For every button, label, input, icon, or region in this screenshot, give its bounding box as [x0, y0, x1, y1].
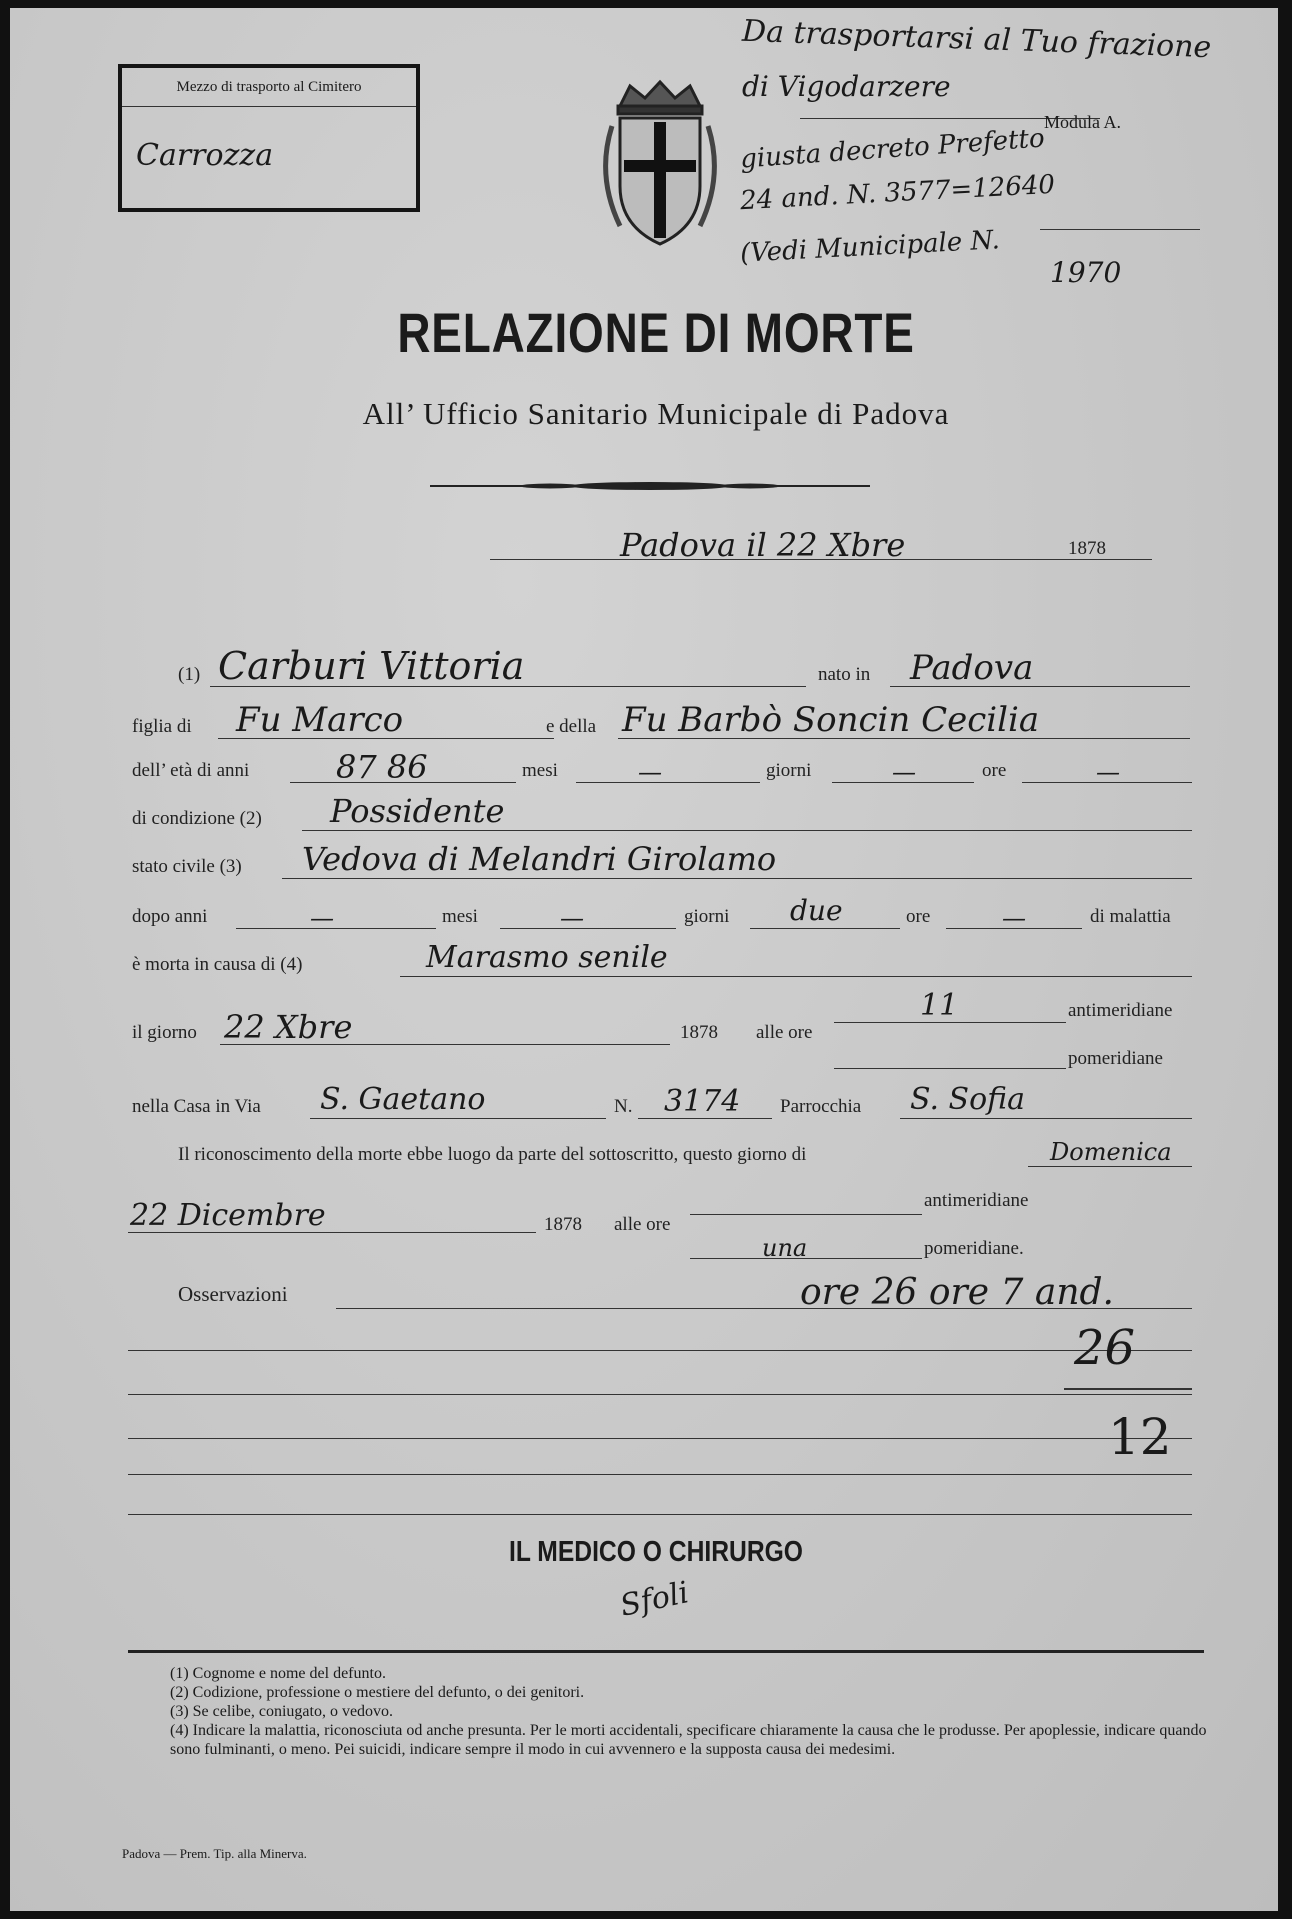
- born-place: Padova: [910, 648, 1034, 688]
- recognition-pm-label: pomeridiane.: [924, 1238, 1024, 1259]
- marginal-note-line: (Vedi Municipale N.: [739, 225, 1001, 269]
- civil-state-line: [282, 878, 1192, 879]
- savoy-crest-icon: [590, 76, 730, 256]
- death-year: 1878: [680, 1022, 718, 1043]
- ornament-divider: [430, 478, 870, 494]
- pm-label: pomeridiane: [1068, 1048, 1163, 1069]
- observations-num1: 26: [1074, 1320, 1136, 1376]
- illness-tail: di malattia: [1090, 906, 1171, 927]
- illness-hours: —: [1002, 904, 1026, 932]
- footnote-item: (3) Se celibe, coniugato, o vedovo.: [170, 1703, 394, 1720]
- signer-title: IL MEDICO O CHIRURGO: [509, 1536, 803, 1568]
- footnote-item: (4) Indicare la malattia, riconosciuta od anche presunta. Per le morti accidentali, specificare chiaramente la causa che le produsse. Per apoplessie, indicare quando sono fulminanti, o meno. Pei suicidi, indicare sempre il modo in cui avvennero e la supposta causa dei medesimi.: [170, 1722, 1207, 1758]
- note-underline: [1040, 229, 1200, 230]
- footnotes: [170, 1664, 1210, 1759]
- marginal-note-line: 1970: [1050, 256, 1122, 289]
- via-line: [310, 1118, 606, 1119]
- recognition-am-line: [690, 1214, 922, 1215]
- illness-months: —: [560, 904, 584, 932]
- footnote-marker: (1): [178, 664, 201, 685]
- place-date-year: 1878: [1068, 538, 1106, 559]
- hours-label: ore: [982, 760, 1007, 781]
- figlio-label: figlia di: [132, 716, 192, 737]
- recognition-hours-label: alle ore: [614, 1214, 671, 1235]
- via-value: S. Gaetano: [320, 1082, 486, 1117]
- recognition-date: 22 Dicembre: [130, 1198, 326, 1233]
- recognition-am-label: antimeridiane: [924, 1190, 1029, 1211]
- footnote-item: (1) Cognome e nome del defunto.: [170, 1665, 386, 1682]
- number-label: N.: [614, 1096, 633, 1117]
- recognition-sentence: Il riconoscimento della morte ebbe luogo da parte del sottoscritto, questo giorno di: [178, 1144, 807, 1165]
- parish-label: Parrocchia: [780, 1096, 862, 1117]
- recognition-year: 1878: [544, 1214, 582, 1235]
- observations-line: [128, 1394, 1192, 1395]
- via-label: nella Casa in Via: [132, 1096, 261, 1117]
- illness-years: —: [310, 904, 334, 932]
- condition-line: [302, 830, 1192, 831]
- marginal-note-line: 24 and. N. 3577=12640: [739, 169, 1056, 217]
- cause-line: [400, 976, 1192, 977]
- cause-label: è morta in causa di (4): [132, 954, 303, 975]
- printer-imprint: Padova — Prem. Tip. alla Minerva.: [122, 1846, 307, 1861]
- illness-years-line: [236, 928, 436, 929]
- illness-label: dopo anni: [132, 906, 208, 927]
- deceased-name: Carburi Vittoria: [218, 644, 525, 688]
- illness-days-label: giorni: [684, 906, 730, 927]
- parish-line: [900, 1118, 1192, 1119]
- am-label: antimeridiane: [1068, 1000, 1173, 1021]
- transport-box-value: Carrozza: [136, 138, 274, 173]
- document-page: [10, 8, 1278, 1911]
- observations-line: [128, 1438, 1192, 1439]
- transport-box: [118, 64, 420, 212]
- months-line: [576, 782, 760, 783]
- civil-state-label: stato civile (3): [132, 856, 242, 877]
- death-pm-line: [834, 1068, 1066, 1069]
- footer-rule: [128, 1650, 1204, 1653]
- recognition-weekday: Domenica: [1050, 1138, 1172, 1166]
- age-days: —: [892, 758, 916, 786]
- illness-days-line: [750, 928, 900, 929]
- observations-line: [128, 1474, 1192, 1475]
- observations-line: [128, 1514, 1192, 1515]
- observations-line: [128, 1350, 1192, 1351]
- father-name: Fu Marco: [236, 700, 404, 740]
- death-hours-label: alle ore: [756, 1022, 813, 1043]
- days-label: giorni: [766, 760, 812, 781]
- marginal-note-line: giusta decreto Prefetto: [739, 123, 1046, 175]
- illness-months-line: [500, 928, 676, 929]
- mother-label: e della: [546, 716, 597, 737]
- parish-value: S. Sofia: [910, 1082, 1026, 1117]
- marginal-note-line: Da trasportarsi al Tuo frazione: [741, 13, 1212, 66]
- illness-hours-label: ore: [906, 906, 931, 927]
- mother-name: Fu Barbò Soncin Cecilia: [622, 700, 1040, 740]
- cause-value: Marasmo senile: [426, 940, 668, 975]
- observations-num2: 12: [1108, 1408, 1172, 1466]
- signature: Sfoli: [617, 1575, 692, 1624]
- observations-line1: ore 26 ore 7 and.: [800, 1272, 1114, 1313]
- page-title: RELAZIONE DI MORTE: [397, 301, 915, 364]
- civil-state-value: Vedova di Melandri Girolamo: [302, 840, 777, 878]
- sum-rule: [1064, 1388, 1192, 1390]
- age-hours: —: [1096, 758, 1120, 786]
- place-date-value: Padova il 22 Xbre: [620, 526, 906, 564]
- death-day-label: il giorno: [132, 1022, 197, 1043]
- condition-value: Possidente: [330, 792, 505, 830]
- marginal-note-line: di Vigodarzere: [742, 70, 951, 103]
- weekday-line: [1028, 1166, 1192, 1167]
- recognition-hour-pm: una: [762, 1234, 808, 1262]
- observations-label: Osservazioni: [178, 1282, 288, 1306]
- house-number: 3174: [664, 1084, 741, 1119]
- modula-label: Modula A.: [1044, 112, 1122, 132]
- death-day: 22 Xbre: [224, 1008, 353, 1046]
- illness-days: due: [790, 894, 843, 927]
- footnote-item: (2) Codizione, professione o mestiere del defunto, o dei genitori.: [170, 1684, 585, 1701]
- age-label: dell’ età di anni: [132, 760, 250, 781]
- age-years: 87 86: [336, 748, 428, 786]
- illness-months-label: mesi: [442, 906, 478, 927]
- condition-label: di condizione (2): [132, 808, 262, 829]
- page-subtitle: All’ Ufficio Sanitario Municipale di Padova: [362, 396, 950, 431]
- death-hour-am: 11: [920, 988, 959, 1023]
- age-months: —: [638, 758, 662, 786]
- born-label: nato in: [818, 664, 871, 685]
- months-label: mesi: [522, 760, 558, 781]
- transport-box-header: Mezzo di trasporto al Cimitero: [122, 68, 416, 107]
